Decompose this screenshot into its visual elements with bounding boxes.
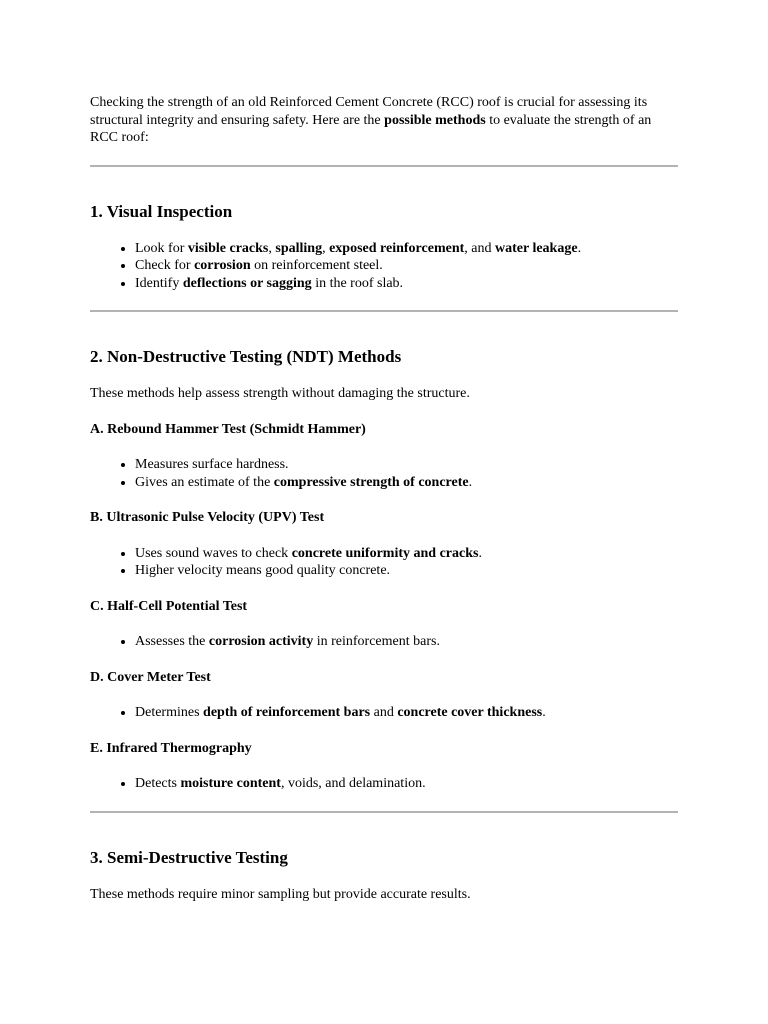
list-item-text: , voids, and delamination. [280,776,426,791]
list-item-text: . [478,545,482,561]
list-item-text: Gives an estimate of the [135,474,274,490]
intro-bold-text: possible methods [384,112,486,128]
list-item-bold: moisture content [180,776,281,791]
list-item-text: Identify [135,275,183,291]
list-item-bold: depth of reinforcement bars [203,705,371,720]
list-item-bold: water leakage [495,240,578,256]
list-item [135,275,680,293]
list-item [135,257,680,275]
list-item-text: . [542,705,546,720]
list-item-text: Uses sound waves to check [135,545,292,561]
list-item-text: Check for [135,258,195,273]
cover-meter-list [90,704,680,722]
subheading-upv-test: B. Ultrasonic Pulse Velocity (UPV) Test [90,510,325,525]
section-heading-ndt-methods: 2. Non-Destructive Testing (NDT) Methods [90,347,402,366]
list-item-text: Assesses the [135,634,209,649]
list-item-text: , and [464,240,495,256]
intro-text-end: to evaluate the strength of an RCC roof: [90,112,652,145]
list-item-text: , [322,240,330,256]
list-item-text: and [370,705,398,720]
list-item-text: on reinforcement steel. [250,258,383,273]
list-item [135,562,680,580]
list-item-bold: spalling [275,240,323,256]
divider [90,165,678,167]
divider [90,811,678,813]
list-item [135,704,680,722]
list-item-text: in reinforcement bars. [313,634,440,649]
subheading-half-cell-potential: C. Half-Cell Potential Test [90,598,248,614]
document-body [90,94,680,903]
list-item-text: in the roof slab. [311,275,404,291]
visual-inspection-list [90,240,680,293]
section-heading-visual-inspection: 1. Visual Inspection [90,201,233,221]
list-item-text: . [577,240,582,256]
list-item-bold: exposed reinforcement [329,240,465,256]
semi-destructive-intro-paragraph: These methods require minor sampling but provide accurate results. [90,886,471,902]
infrared-list [90,775,680,793]
list-item [135,545,680,563]
list-item-bold: visible cracks [187,240,269,256]
list-item-bold: corrosion [194,258,251,273]
subheading-infrared-thermography: E. Infrared Thermography [90,740,252,756]
list-item [135,456,680,474]
list-item [135,633,680,651]
list-item-text: Detects [135,776,181,791]
list-item [135,474,680,492]
list-item-text: Higher velocity means good quality concrete. [135,563,391,578]
list-item-text: , [268,240,276,256]
ndt-intro-paragraph: These methods help assess strength without damaging the structure. [90,386,470,401]
list-item-text: Look for [135,240,188,256]
list-item-bold: corrosion activity [208,634,314,649]
rebound-hammer-list [90,456,680,491]
upv-test-list [90,545,680,580]
list-item-text: . [468,474,473,490]
section-heading-semi-destructive: 3. Semi-Destructive Testing [90,847,288,867]
divider [90,310,678,312]
list-item-bold: concrete cover thickness [397,705,543,720]
list-item-bold: compressive strength of concrete [273,474,469,490]
subheading-rebound-hammer: A. Rebound Hammer Test (Schmidt Hammer) [90,421,366,437]
intro-paragraph [90,94,680,147]
half-cell-list [90,633,680,651]
list-item-text: Measures surface hardness. [135,457,289,472]
list-item [135,240,680,258]
list-item-text: Determines [135,705,204,720]
list-item [135,775,680,793]
list-item-bold: deflections or sagging [182,275,312,291]
list-item-bold: concrete uniformity and cracks [291,545,479,561]
subheading-cover-meter: D. Cover Meter Test [90,669,211,685]
intro-text: Checking the strength of an old Reinforced Cement Concrete (RCC) roof is crucial for assessing its structural integrity and ensuring safety. Here are the [90,95,648,128]
